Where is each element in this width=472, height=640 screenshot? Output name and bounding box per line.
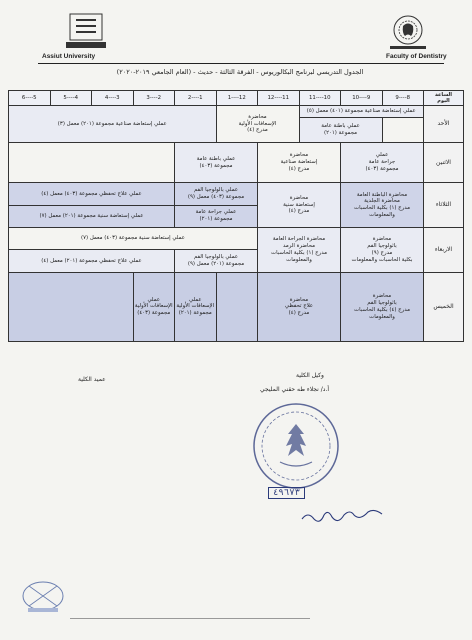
cell-tue-medicine-dermatology-lecture: محاضرة الباطنة العامة محاضرة الجلدية مدرج (١) بكلية الحاسبات والمعلومات: [341, 183, 424, 228]
slot-1-2: 1----2: [175, 91, 217, 106]
cell-tue-oral-pathology-practical: عملي بالولوجيا الفم مجموعة (٤٠٣) معمل (٩): [175, 183, 258, 205]
dean-label: عميد الكلية: [78, 376, 106, 383]
slot-4-5: 4----5: [50, 91, 92, 106]
monday-row: [9, 142, 464, 182]
thursday-row: [9, 272, 464, 341]
cell-tue-dental-prosthesis-practical: عملي إستعاضة سنية مجموعة (٢٠١) معمل (٧): [9, 205, 175, 227]
slot-5-6: 5----6: [9, 91, 51, 106]
official-seal-stamp: [250, 400, 342, 492]
day-tuesday: الثلاثاء: [424, 183, 464, 228]
cell-mon-prosthodontics-lecture: محاضرة إستعاضة صناعية مدرج (٤): [258, 142, 341, 182]
slot-11-12: 11----12: [258, 91, 300, 106]
slot-12-1: 12----1: [216, 91, 258, 106]
slot-header-row: [9, 91, 464, 106]
cell-mon-internal-medicine: عملي باطنة عامة مجموعة (٤٠٣): [175, 142, 258, 182]
footer-line: [70, 618, 310, 619]
cell-tue-general-surgery-practical: عملي جراحة عامة مجموعة (٢٠١): [175, 205, 258, 227]
cell-thu-operative-lecture: محاضرة علاج تحفظي مدرج (٤): [258, 272, 341, 341]
vice-dean-label: وكيل الكلية: [296, 372, 324, 379]
day-sunday: الأحد: [424, 106, 464, 143]
slot-9-10: 9----10: [341, 91, 383, 106]
cell-wed-surgery-ophthalmology-lecture: محاضرة الجراحة العامة محاضرة الرمد مدرج (١) بكلية الحاسبات والمعلومات: [258, 227, 341, 272]
cell-thu-empty-2: [9, 272, 134, 341]
serial-number-stamp: ٤٩٦٧٣: [268, 487, 305, 499]
cell-tue-dental-prosthesis-lecture: محاضرة إستعاضة سنية مدرج (٤): [258, 183, 341, 228]
handwritten-signature: [300, 507, 390, 525]
cell-sun-first-aid-lecture: محاضرة الإسعافات الأولية مدرج (٤): [216, 106, 299, 143]
slot-8-9: 8----9: [382, 91, 424, 106]
faculty-name-en: Faculty of Dentistry: [386, 53, 447, 60]
cell-tue-operative-practical: عملي علاج تحفظي مجموعة (٤٠٣) معمل (٤): [9, 183, 175, 205]
cell-thu-first-aid-practical-201: عملي الإسعافات الأولية مجموعة (٢٠١): [175, 272, 217, 341]
cell-wed-oral-pathology-practical: عملي بالولوجيا الفم مجموعة (٢٠١) معمل (٩): [175, 250, 258, 272]
header-divider: [38, 63, 444, 64]
corner-cell: الساعة اليوم: [424, 91, 464, 106]
cell-mon-general-surgery: عملي جراحة عامة مجموعة (٤٠٣): [341, 142, 424, 182]
cell-thu-first-aid-practical-403: عملي الإسعافات الأولية مجموعة (٤٠٣): [133, 272, 175, 341]
vice-dean-name: أ.د/ نجلاء طه حقني المليجي: [260, 386, 330, 393]
tuesday-row-1: [9, 183, 464, 205]
bottom-logo-stamp: [14, 576, 72, 616]
slot-3-4: 3----4: [92, 91, 134, 106]
cell-wed-operative-practical: عملي علاج تحفظي مجموعة (٢٠١) معمل (٤): [9, 250, 175, 272]
cell-sun-prosthodontics-practical-2: عملي إستعاضة صناعية مجموعة (٢٠١) معمل (٣): [9, 106, 217, 143]
slot-2-3: 2----3: [133, 91, 175, 106]
cell-thu-empty-1: [216, 272, 258, 341]
faculty-of-dentistry-logo: [384, 12, 432, 52]
sunday-row-1: [9, 106, 464, 118]
university-name-en: Assiut University: [42, 53, 96, 60]
day-monday: الاثنين: [424, 142, 464, 182]
schedule-title: الجدول التدريسي لبرنامج البكالوريوس - الفرقة الثالثة - حديث - (العام الجامعي ٢٠١٩-٢٠٢٠): [116, 68, 364, 76]
cell-wed-dental-prosthesis-practical: عملي إستعاضة سنية مجموعة (٤٠٣) معمل (٧): [9, 227, 258, 249]
cell-wed-oral-pathology-lecture: محاضرة باثولوجيا الفم مدرج (٩) بكلية الحاسبات والمعلومات: [341, 227, 424, 272]
wednesday-row-1: [9, 227, 464, 249]
assiut-university-logo: [62, 12, 110, 52]
cell-sun-prosthodontics-practical: عملي إستعاضة صناعية مجموعة (٤٠١) معمل (٥): [299, 106, 424, 118]
cell-thu-oral-pathology-lecture: محاضرة باثولوجيا الفم مدرج (٤) بكلية الحاسبات والمعلومات: [341, 272, 424, 341]
day-thursday: الخميس: [424, 272, 464, 341]
cell-sun-empty: [382, 118, 424, 143]
day-wednesday: الاربعاء: [424, 227, 464, 272]
cell-mon-empty: [9, 142, 175, 182]
schedule-table: [8, 90, 464, 342]
slot-10-11: 10----11: [299, 91, 341, 106]
cell-sun-internal-medicine: عملي باطنة عامة مجموعة (٢٠١): [299, 118, 382, 143]
